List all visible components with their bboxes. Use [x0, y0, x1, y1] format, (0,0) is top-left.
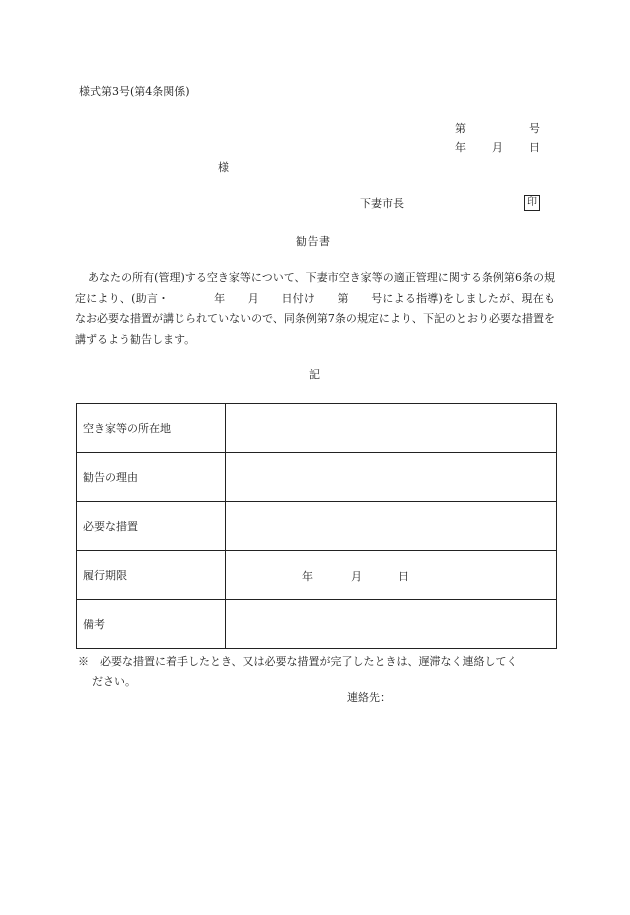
- date-year-label: 年: [455, 141, 466, 154]
- row-label-reason: 勧告の理由: [77, 453, 226, 502]
- seal-mark: 印: [524, 195, 540, 211]
- issuer-name: 下妻市長: [360, 197, 404, 210]
- row-value-deadline: [226, 551, 557, 600]
- row-label-location: 空き家等の所在地: [77, 404, 226, 453]
- footnote-line-2: ださい。: [92, 675, 136, 688]
- row-value-remarks: [226, 600, 557, 649]
- form-number: 様式第3号(第4条関係): [79, 85, 190, 98]
- table-row: [77, 502, 557, 551]
- row-label-deadline: 履行期限: [77, 551, 226, 600]
- contact-label: 連絡先：: [347, 691, 391, 704]
- deadline-month-label: 月: [351, 570, 362, 583]
- date-day-label: 日: [529, 141, 540, 154]
- date-month-label: 月: [492, 141, 503, 154]
- footnote-line-1: ※ 必要な措置に着手したとき、又は必要な措置が完了したときは、遅滞なく連絡してく: [78, 655, 518, 668]
- deadline-year-label: 年: [302, 570, 313, 583]
- row-value-measures: [226, 502, 557, 551]
- document-number-prefix: 第: [455, 122, 466, 135]
- recommendation-table: [76, 403, 557, 649]
- table-row: [77, 453, 557, 502]
- ki-heading: 記: [309, 368, 320, 381]
- body-text: あなたの所有(管理)する空き家等について、下妻市空き家等の適正管理に関する条例第6条の規定により、(助言・ 年 月 日付け 第 号による指導)をしましたが、現在もなお必要な措置が講じられていないので、同条例第7条の規定により、下記のとおり必要な措置を講ずるよう勧告します。: [75, 271, 555, 346]
- body-paragraph: [75, 268, 555, 350]
- table-row: [77, 551, 557, 600]
- row-value-location: [226, 404, 557, 453]
- row-label-remarks: 備考: [77, 600, 226, 649]
- addressee-suffix: 様: [218, 161, 229, 174]
- row-label-measures: 必要な措置: [77, 502, 226, 551]
- document-number-suffix: 号: [529, 122, 540, 135]
- table-row: [77, 600, 557, 649]
- deadline-day-label: 日: [398, 570, 409, 583]
- table-row: [77, 404, 557, 453]
- document-title: 勧告書: [296, 235, 331, 248]
- row-value-reason: [226, 453, 557, 502]
